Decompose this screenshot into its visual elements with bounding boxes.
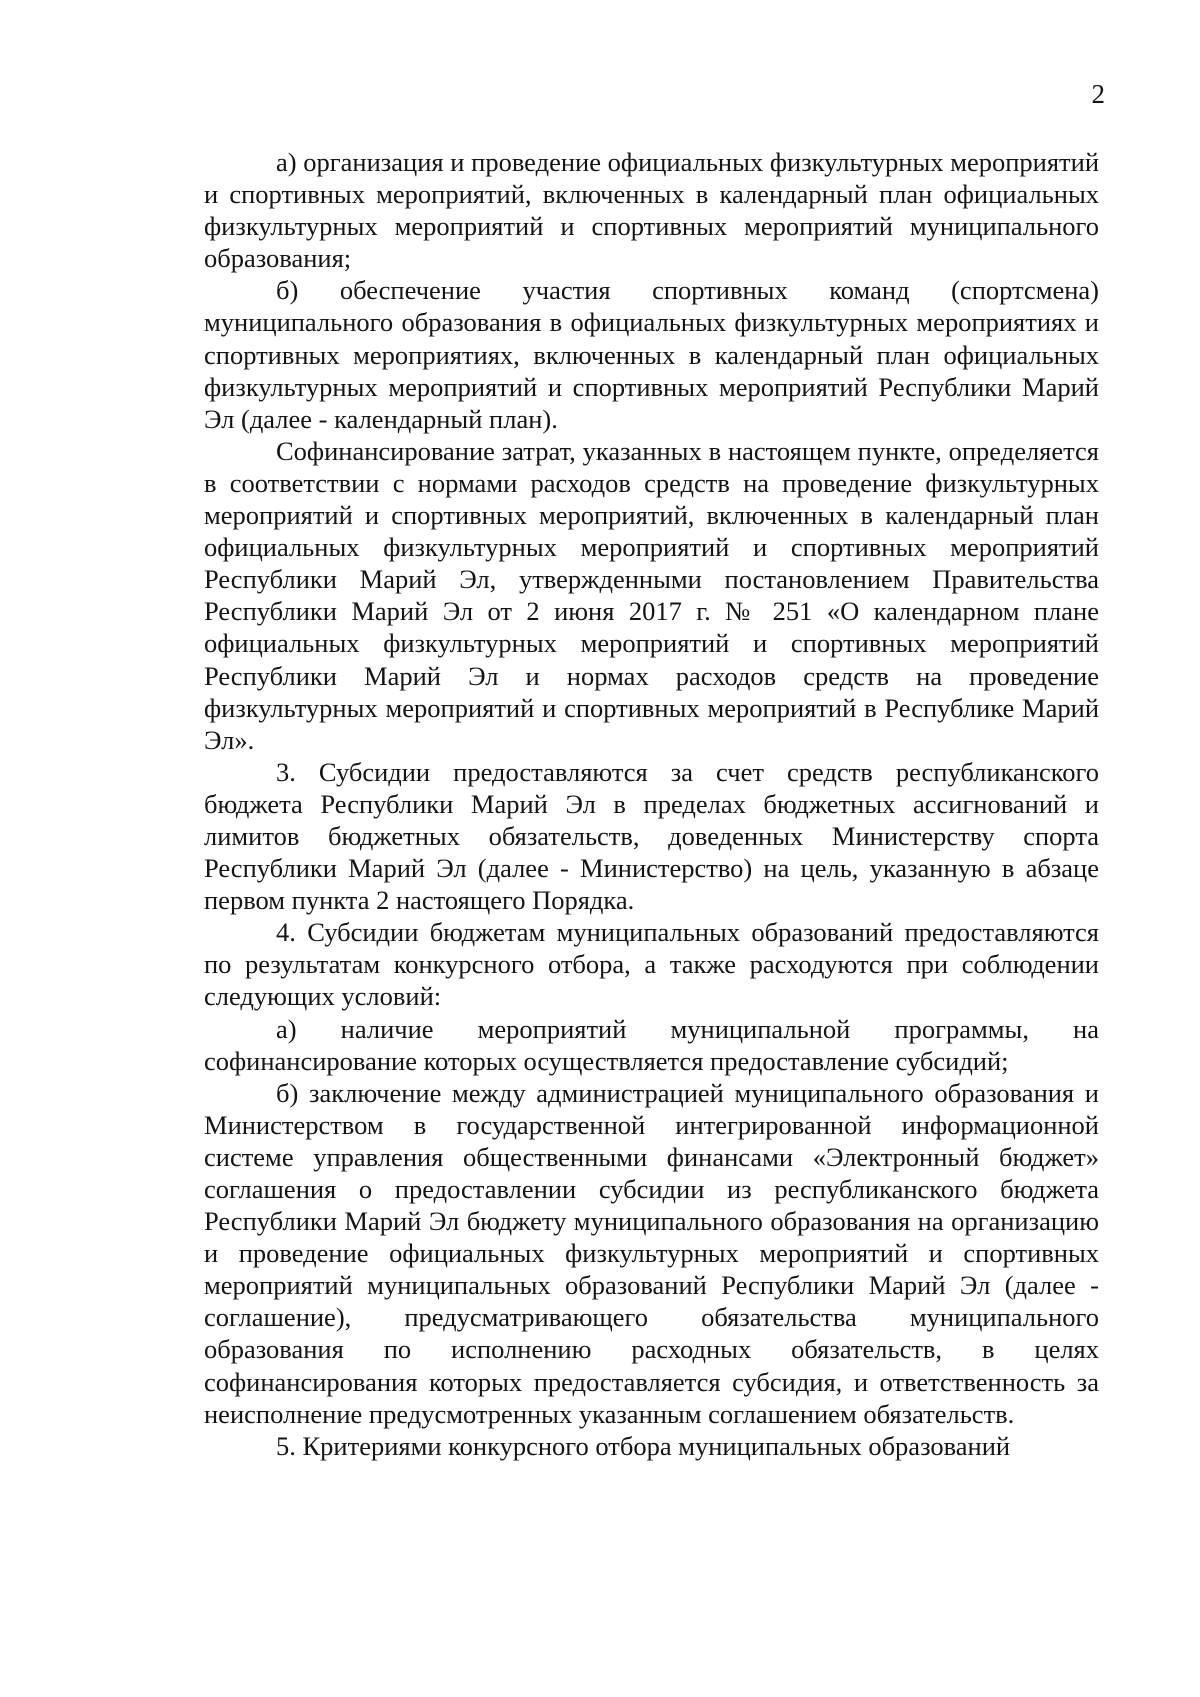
paragraph-clause-3: 3. Субсидии предоставляются за счет средств республиканского бюджета Республики Марий Эл в пределах бюджетных ассигнований и лимитов бюджетных обязательств, доведенных Министерству спорта Республики Марий Эл (далее - Министерство) на цель, указанную в абзаце первом пункта 2 настоящего Порядка. <box>204 756 1099 916</box>
page-number: 2 <box>1091 79 1105 109</box>
paragraph-item-b-participation: б) обеспечение участия спортивных команд (спортсмена) муниципального образования в официальных физкультурных мероприятиях и спортивных мероприятиях, включенных в календарный план официальных физкультурных мероприятий и спортивных мероприятий Республики Марий Эл (далее - календарный план). <box>204 275 1099 434</box>
document-body <box>204 146 1099 1462</box>
paragraph-clause-5: 5. Критериями конкурсного отбора муниципальных образований <box>276 1430 1011 1461</box>
paragraph-clause-4: 4. Субсидии бюджетам муниципальных образований предоставляются по результатам конкурсного отбора, а также расходуются при соблюдении следующих условий: <box>204 917 1099 1012</box>
paragraph-item-a-organization: а) организация и проведение официальных физкультурных мероприятий и спортивных мероприятий, включенных в календарный план официальных физкультурных мероприятий и спортивных мероприятий муниципального образования; <box>204 147 1099 274</box>
paragraph-condition-a: а) наличие мероприятий муниципальной программы, на софинансирование которых осуществляется предоставление субсидий; <box>204 1013 1099 1076</box>
paragraph-cofinancing: Софинансирование затрат, указанных в настоящем пункте, определяется в соответствии с нормами расходов средств на проведение физкультурных мероприятий и спортивных мероприятий, включенных в календарный план официальных физкультурных мероприятий и спортивных мероприятий Республики Марий Эл, утвержденными постановлением Правительства Республики Марий Эл от 2 июня 2017 г. № 251 «О календарном плане официальных физкультурных мероприятий и спортивных мероприятий Республики Марий Эл и нормах расходов средств на проведение физкультурных мероприятий и спортивных мероприятий в Республике Марий Эл». <box>204 435 1099 755</box>
paragraph-condition-b: б) заключение между администрацией муниципального образования и Министерством в государственной интегрированной информационной системе управления общественными финансами «Электронный бюджет» соглашения о предоставлении субсидии из республиканского бюджета Республики Марий Эл бюджету муниципального образования на организацию и проведение официальных физкультурных мероприятий и спортивных мероприятий муниципальных образований Республики Марий Эл (далее - соглашение), предусматривающего обязательства муниципального образования по исполнению расходных обязательств, в целях софинансирования которых предоставляется субсидия, и ответственность за неисполнение предусмотренных указанным соглашением обязательств. <box>204 1077 1099 1429</box>
